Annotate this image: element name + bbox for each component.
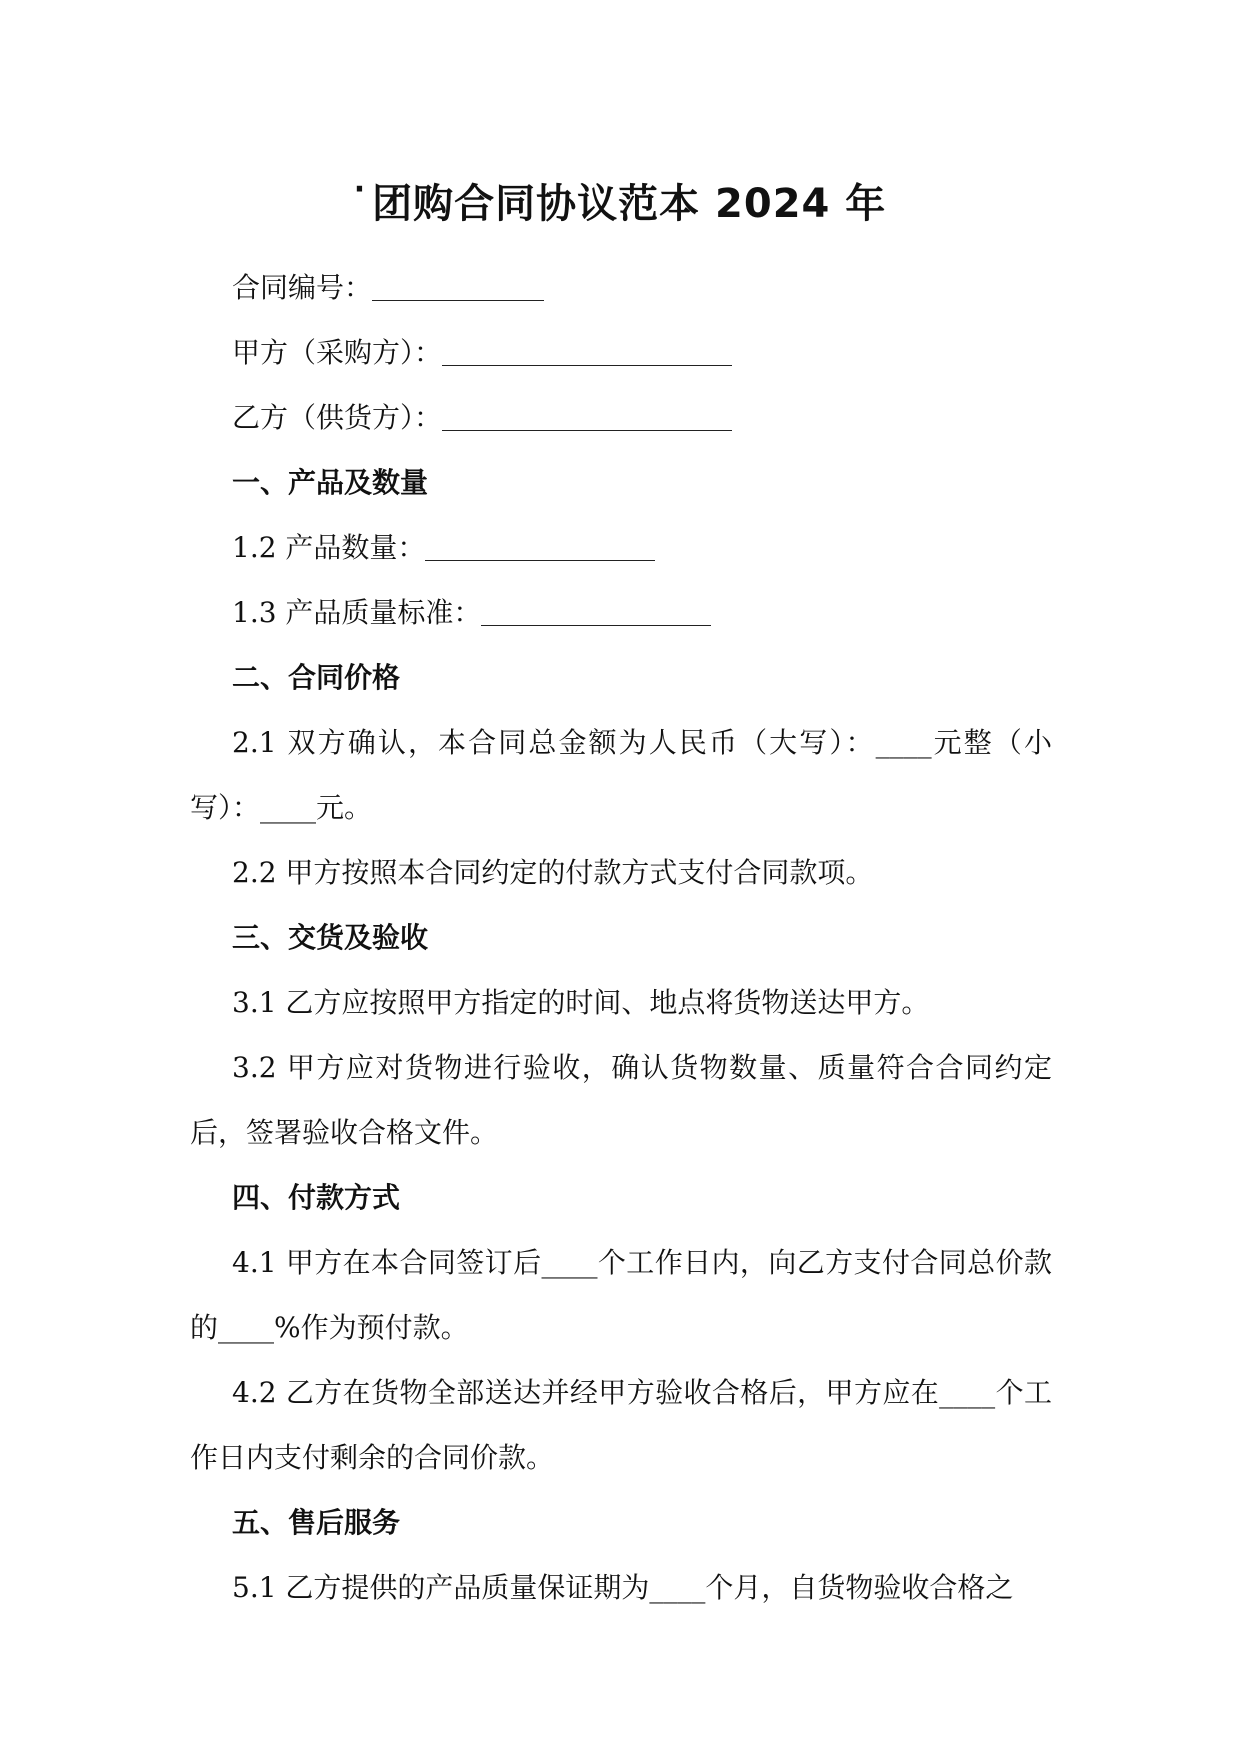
field-party-a (190, 320, 1052, 385)
clause-3-2: 3.2 甲方应对货物进行验收，确认货物数量、质量符合合同约定后，签署验收合格文件。 (190, 1051, 1052, 1149)
clause-4-1: 4.1 甲方在本合同签订后____个工作日内，向乙方支付合同总价款的____%作为预付款。 (190, 1246, 1052, 1344)
clause-2-1: 2.1 双方确认，本合同总金额为人民币（大写）：____元整（小写）：____元。 (190, 726, 1052, 824)
section-heading-1: 一、产品及数量 (232, 466, 429, 499)
field-contract-number (190, 255, 1052, 320)
document-title (0, 172, 1240, 229)
blank-line (442, 400, 732, 431)
blank-line (425, 530, 655, 561)
section-heading-4: 四、付款方式 (232, 1181, 401, 1214)
section-heading-3: 三、交货及验收 (232, 921, 429, 954)
field-label: 合同编号： (232, 271, 373, 304)
field-label: 乙方（供货方）： (232, 401, 443, 434)
title-text: 团购合同协议范本 2024 年 (372, 181, 887, 227)
clause-3-1: 3.1 乙方应按照甲方指定的时间、地点将货物送达甲方。 (232, 986, 930, 1019)
clause-2-2: 2.2 甲方按照本合同约定的付款方式支付合同款项。 (232, 856, 874, 889)
section-heading-2: 二、合同价格 (232, 661, 401, 694)
clause-text: 1.2 产品数量： (232, 531, 426, 564)
clause-4-2: 4.2 乙方在货物全部送达并经甲方验收合格后，甲方应在____个工作日内支付剩余的合同价款。 (190, 1376, 1052, 1474)
clause-text: 1.3 产品质量标准： (232, 596, 482, 629)
field-label: 甲方（采购方）： (232, 336, 443, 369)
clause-1-3 (190, 580, 1052, 645)
blank-line (372, 270, 544, 301)
field-party-b (190, 385, 1052, 450)
blank-line (481, 595, 711, 626)
blank-line (442, 335, 732, 366)
section-heading-5: 五、售后服务 (232, 1506, 401, 1539)
document-body (190, 255, 1052, 1620)
clause-1-2 (190, 515, 1052, 580)
title-mark: · (353, 172, 367, 207)
clause-5-1: 5.1 乙方提供的产品质量保证期为____个月，自货物验收合格之 (232, 1571, 1014, 1604)
